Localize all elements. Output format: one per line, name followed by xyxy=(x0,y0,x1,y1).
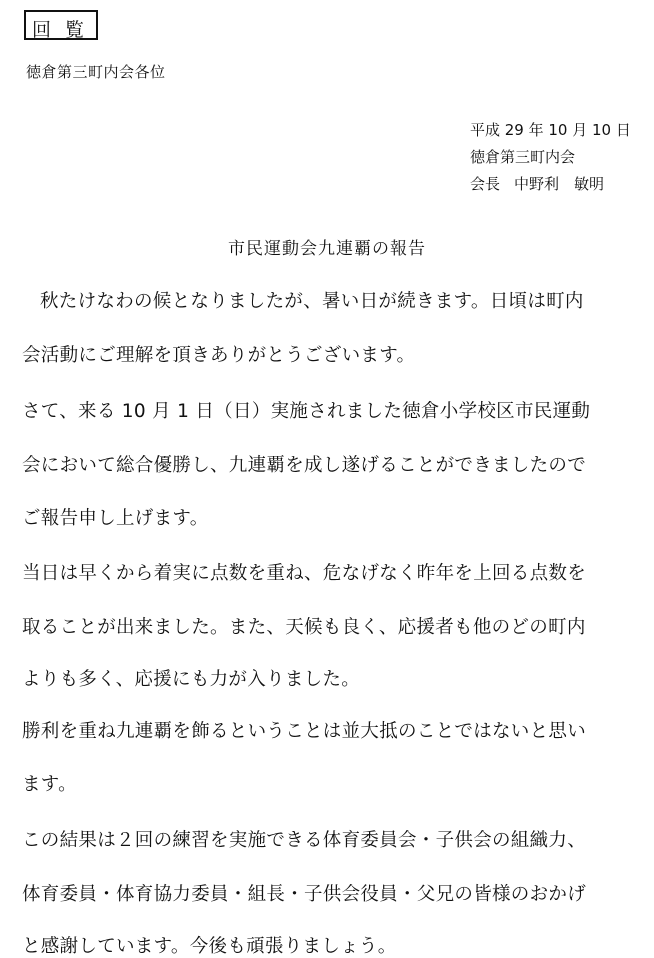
sender-signature xyxy=(470,171,631,198)
body-line-2: 会活動にご理解を頂きありがとうございます。 xyxy=(22,345,416,366)
body-line-13: と感謝しています。今後も頑張りましょう。 xyxy=(22,936,397,957)
sender-organization: 徳倉第三町内会 xyxy=(470,148,576,166)
body-line-12: 体育委員・体育協力委員・組長・子供会役員・父兄の皆様のおかげ xyxy=(22,884,587,905)
body-line-9: 勝利を重ね九連覇を飾るということは並大抵のことではないと思い xyxy=(22,721,587,742)
body-line-5: ご報告申し上げます。 xyxy=(22,508,209,529)
body-line-11: この結果は２回の練習を実施できる体育委員会・子供会の組織力、 xyxy=(22,830,587,851)
document-title: 市民運動会九連覇の報告 xyxy=(228,239,426,259)
sender-role: 会長 xyxy=(470,175,501,193)
sender-block xyxy=(470,117,631,198)
body-line-7: 取ることが出来ました。また、天候も良く、応援者も他のどの町内 xyxy=(22,617,586,638)
body-line-4: 会において総合優勝し、九連覇を成し遂げることができましたので xyxy=(22,455,587,476)
recipient-line: 徳倉第三町内会各位 xyxy=(26,63,166,81)
circulation-stamp xyxy=(24,10,98,40)
body-line-8: よりも多く、応援にも力が入りました。 xyxy=(22,669,361,690)
body-line-3: さて、来る 10 月 1 日（日）実施されました徳倉小学校区市民運動 xyxy=(22,401,591,422)
stamp-label: 回覧 xyxy=(32,19,99,41)
body-line-10: ます。 xyxy=(22,774,77,795)
body-line-6: 当日は早くから着実に点数を重ね、危なげなく昨年を上回る点数を xyxy=(22,563,587,584)
body-line-1: 秋たけなわの候となりましたが、暑い日が続きます。日頃は町内 xyxy=(40,291,584,312)
sender-date: 平成 29 年 10 月 10 日 xyxy=(470,121,631,139)
sender-name: 中野利 敏明 xyxy=(514,175,605,193)
